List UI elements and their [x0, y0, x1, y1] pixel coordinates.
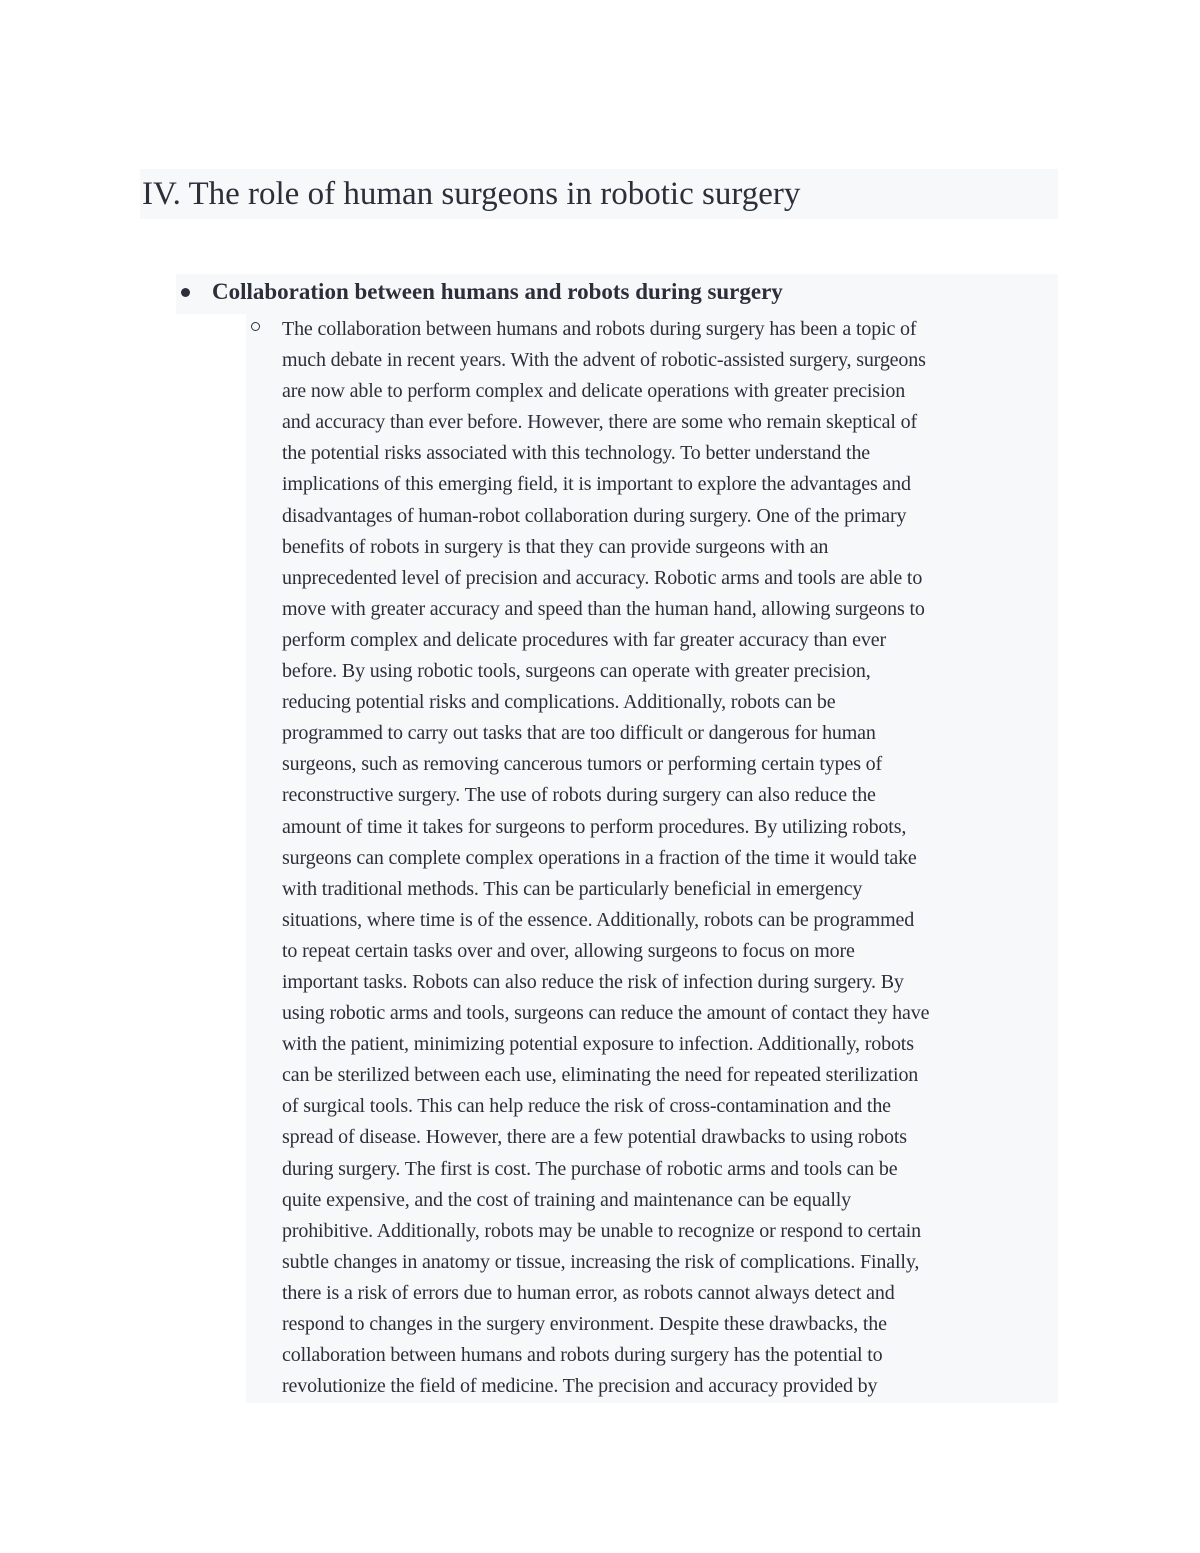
section-heading: IV. The role of human surgeons in robotic surgery: [140, 169, 1058, 219]
bullet-item: [176, 274, 1058, 314]
bullet-heading: Collaboration between humans and robots during surgery: [212, 279, 783, 304]
hollow-circle-bullet-icon: [251, 322, 260, 331]
bullet-dot-icon: [181, 288, 190, 297]
sub-bullet-item: [246, 314, 1058, 1403]
sub-bullet-paragraph: The collaboration between humans and robots during surgery has been a topic of much debate in recent years. With the advent of robotic-assisted surgery, surgeons are now able to perform complex and delicate operations with greater precision and accuracy than ever before. However, there are some who remain skeptical of the potential risks associated with this technology. To better understand the implications of this emerging field, it is important to explore the advantages and disadvantages of human-robot collaboration during surgery. One of the primary benefits of robots in surgery is that they can provide surgeons with an unprecedented level of precision and accuracy. Robotic arms and tools are able to move with greater accuracy and speed than the human hand, allowing surgeons to perform complex and delicate procedures with far greater accuracy than ever before. By using robotic tools, surgeons can operate with greater precision, reducing potential risks and complications. Additionally, robots can be programmed to carry out tasks that are too difficult or dangerous for human surgeons, such as removing cancerous tumors or performing certain types of reconstructive surgery. The use of robots during surgery can also reduce the amount of time it takes for surgeons to perform procedures. By utilizing robots, surgeons can complete complex operations in a fraction of the time it would take with traditional methods. This can be particularly beneficial in emergency situations, where time is of the essence. Additionally, robots can be programmed to repeat certain tasks over and over, allowing surgeons to focus on more important tasks. Robots can also reduce the risk of infection during surgery. By using robotic arms and tools, surgeons can reduce the amount of contact they have with the patient, minimizing potential exposure to infection. Additionally, robots can be sterilized between each use, eliminating the need for repeated sterilization of surgical tools. This can help reduce the risk of cross-contamination and the spread of disease. However, there are a few potential drawbacks to using robots during surgery. The first is cost. The purchase of robotic arms and tools can be quite expensive, and the cost of training and maintenance can be equally prohibitive. Additionally, robots may be unable to recognize or respond to certain subtle changes in anatomy or tissue, increasing the risk of complications. Finally, there is a risk of errors due to human error, as robots cannot always detect and respond to changes in the surgery environment. Despite these drawbacks, the collaboration between humans and robots during surgery has the potential to revolutionize the field of medicine. The precision and accuracy provided by: [282, 318, 930, 1398]
